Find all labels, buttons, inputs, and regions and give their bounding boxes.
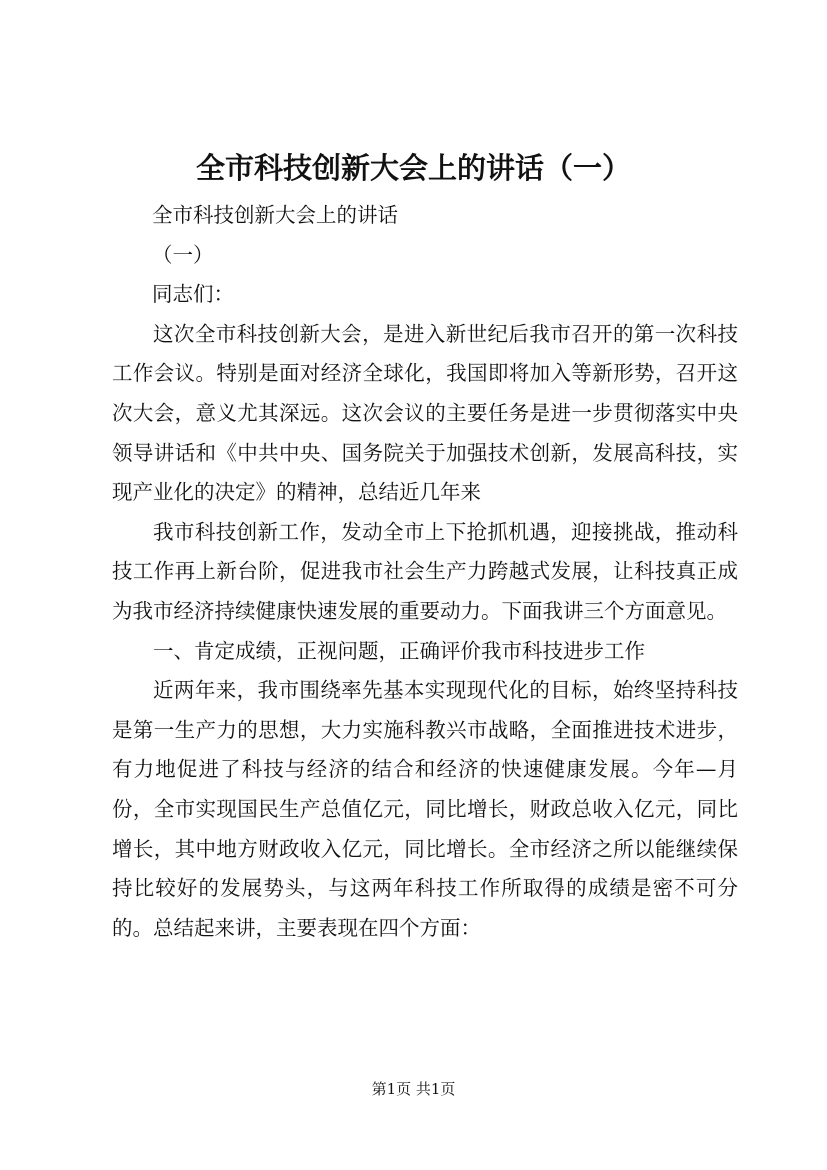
subtitle-line-1: 全市科技创新大会上的讲话 xyxy=(152,203,398,227)
document-body xyxy=(112,196,738,948)
body-paragraph: 这次全市科技创新大会，是进入新世纪后我市召开的第一次科技工作会议。特别是面对经济全球化，我国即将加入等新形势，召开这次大会，意义尤其深远。这次会议的主要任务是进一步贯彻落实中央领导讲话和《中共中央、国务院关于加强技术创新，发展高科技，实现产业化的决定》的精神，总结近几年来 xyxy=(112,321,738,505)
page-footer: 第1页 共1页 xyxy=(371,1080,456,1098)
document-title: 全市科技创新大会上的讲话（一） xyxy=(195,151,631,185)
body-paragraph: 近两年来，我市围绕率先基本实现现代化的目标，始终坚持科技是第一生产力的思想，大力实施科教兴市战略，全面推进技术进步，有力地促进了科技与经济的结合和经济的快速健康发展。今年—月份，全市实现国民生产总值亿元，同比增长，财政总收入亿元，同比增长，其中地方财政收入亿元，同比增长。全市经济之所以能继续保持比较好的发展势头，与这两年科技工作所取得的成绩是密不可分的。总结起来讲，主要表现在四个方面： xyxy=(112,678,738,940)
section-heading: 一、肯定成绩，正视问题，正确评价我市科技进步工作 xyxy=(153,638,645,663)
salutation: 同志们： xyxy=(152,282,234,307)
body-paragraph: 我市科技创新工作，发动全市上下抢抓机遇，迎接挑战，推动科技工作再上新台阶，促进我市社会生产力跨越式发展，让科技真正成为我市经济持续健康快速发展的重要动力。下面我讲三个方面意见。 xyxy=(112,519,738,623)
subtitle-line-2: （一） xyxy=(152,242,214,267)
